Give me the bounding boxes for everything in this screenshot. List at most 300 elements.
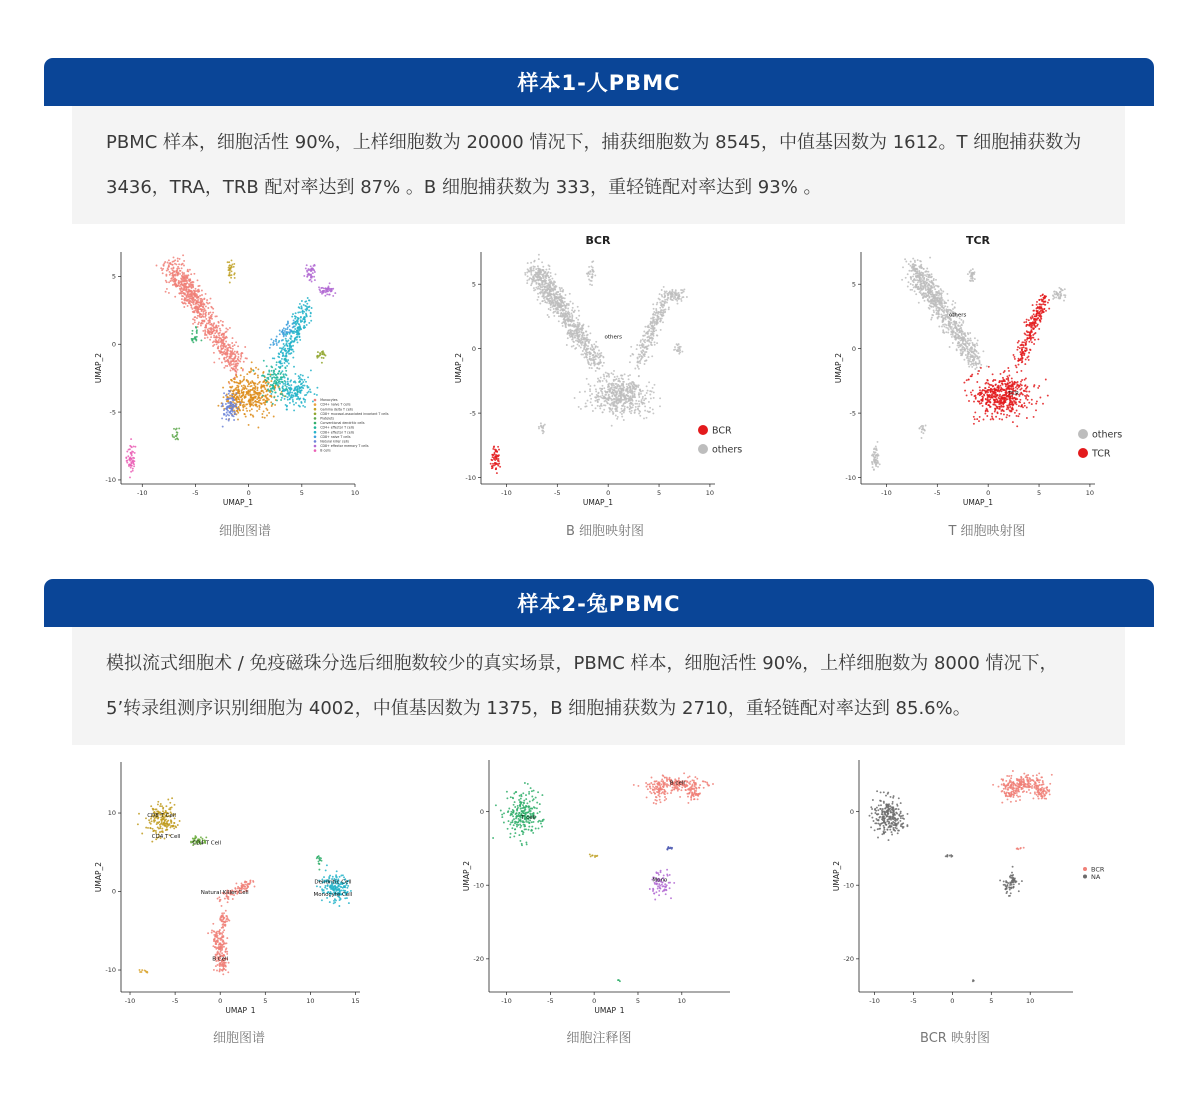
point xyxy=(223,367,225,369)
point xyxy=(256,389,258,391)
point xyxy=(308,299,310,301)
point xyxy=(942,291,944,293)
point xyxy=(675,289,677,291)
point xyxy=(268,390,270,392)
point xyxy=(244,346,246,348)
point xyxy=(546,296,548,298)
point xyxy=(526,280,528,282)
point xyxy=(931,301,933,303)
point xyxy=(227,405,229,407)
point xyxy=(213,352,215,354)
point xyxy=(285,370,287,372)
point xyxy=(942,319,944,321)
x-tick-label: -10 xyxy=(136,489,148,497)
point xyxy=(629,386,631,388)
point xyxy=(182,254,184,256)
point xyxy=(970,269,972,271)
point xyxy=(581,328,583,330)
point xyxy=(967,360,969,362)
point xyxy=(562,315,564,317)
point xyxy=(533,277,535,279)
point xyxy=(967,273,969,275)
point xyxy=(228,269,230,271)
point xyxy=(650,327,652,329)
point xyxy=(638,384,640,386)
point xyxy=(940,295,942,297)
point xyxy=(332,295,334,297)
point xyxy=(957,342,959,344)
point xyxy=(629,405,631,407)
point xyxy=(634,391,636,393)
point xyxy=(271,370,273,372)
point xyxy=(283,349,285,351)
point xyxy=(630,383,632,385)
point xyxy=(491,465,493,467)
x-tick-label: 10 xyxy=(350,489,360,497)
point xyxy=(553,315,555,317)
point xyxy=(246,388,248,390)
point xyxy=(543,283,545,285)
point xyxy=(918,288,920,290)
point xyxy=(650,335,652,337)
point xyxy=(624,373,626,375)
point xyxy=(542,270,544,272)
point xyxy=(928,293,930,295)
point xyxy=(225,352,227,354)
point xyxy=(565,326,567,328)
point xyxy=(640,391,642,393)
point xyxy=(270,384,272,386)
point xyxy=(197,296,199,298)
point xyxy=(618,385,620,387)
point xyxy=(564,317,566,319)
point xyxy=(926,286,928,288)
point xyxy=(589,367,591,369)
point xyxy=(969,342,971,344)
point xyxy=(631,399,633,401)
point xyxy=(294,392,296,394)
point xyxy=(587,345,589,347)
point xyxy=(297,317,299,319)
point xyxy=(593,271,595,273)
point xyxy=(597,401,599,403)
point xyxy=(585,354,587,356)
point xyxy=(130,452,132,454)
point xyxy=(300,308,302,310)
point xyxy=(566,344,568,346)
point xyxy=(603,374,605,376)
point xyxy=(667,297,669,299)
point xyxy=(311,277,313,279)
point xyxy=(316,387,318,389)
point xyxy=(202,330,204,332)
point xyxy=(930,281,932,283)
point xyxy=(611,387,613,389)
point xyxy=(308,386,310,388)
point xyxy=(243,376,245,378)
point xyxy=(219,328,221,330)
point xyxy=(172,273,174,275)
point xyxy=(673,291,675,293)
point xyxy=(233,419,235,421)
point xyxy=(622,383,624,385)
point xyxy=(233,263,235,265)
point xyxy=(256,398,258,400)
point xyxy=(581,339,583,341)
point xyxy=(326,289,328,291)
point xyxy=(929,288,931,290)
point xyxy=(257,374,259,376)
point xyxy=(954,302,956,304)
point xyxy=(644,326,646,328)
point xyxy=(608,407,610,409)
point xyxy=(204,320,206,322)
point xyxy=(942,331,944,333)
point xyxy=(279,381,281,383)
point xyxy=(601,391,603,393)
point xyxy=(643,340,645,342)
point xyxy=(671,299,673,301)
point xyxy=(977,363,979,365)
point xyxy=(175,280,177,282)
point xyxy=(933,304,935,306)
point xyxy=(192,318,194,320)
point xyxy=(296,330,298,332)
point xyxy=(255,385,257,387)
point xyxy=(583,345,585,347)
point xyxy=(173,271,175,273)
point xyxy=(235,341,237,343)
point xyxy=(275,392,277,394)
point xyxy=(616,410,618,412)
point xyxy=(230,402,232,404)
point xyxy=(930,276,932,278)
point xyxy=(246,373,248,375)
point xyxy=(292,401,294,403)
point xyxy=(249,405,251,407)
point xyxy=(259,392,261,394)
point xyxy=(498,449,500,451)
x-tick-label: 5 xyxy=(299,489,304,497)
point xyxy=(650,341,652,343)
point xyxy=(204,337,206,339)
point xyxy=(287,396,289,398)
point xyxy=(181,298,183,300)
point xyxy=(676,343,678,345)
point xyxy=(273,387,275,389)
point xyxy=(296,339,298,341)
point xyxy=(602,397,604,399)
point xyxy=(201,320,203,322)
point xyxy=(944,305,946,307)
chart-s1-tcr xyxy=(825,228,1155,508)
point xyxy=(648,401,650,403)
point xyxy=(927,295,929,297)
point xyxy=(677,303,679,305)
point xyxy=(599,359,601,361)
point xyxy=(165,291,167,293)
point xyxy=(553,308,555,310)
point xyxy=(920,288,922,290)
point xyxy=(162,264,164,266)
point xyxy=(298,399,300,401)
point xyxy=(229,386,231,388)
point xyxy=(600,355,602,357)
point xyxy=(586,348,588,350)
point xyxy=(295,389,297,391)
point xyxy=(640,355,642,357)
point xyxy=(177,274,179,276)
point xyxy=(615,396,617,398)
point xyxy=(678,350,680,352)
point xyxy=(318,286,320,288)
point xyxy=(931,317,933,319)
point xyxy=(246,403,248,405)
point xyxy=(179,285,181,287)
point xyxy=(295,324,297,326)
chart-title: BCR xyxy=(585,234,611,247)
point xyxy=(243,413,245,415)
point xyxy=(210,306,212,308)
point xyxy=(212,341,214,343)
point xyxy=(910,289,912,291)
point xyxy=(311,267,313,269)
point xyxy=(564,301,566,303)
point xyxy=(969,337,971,339)
point xyxy=(622,399,624,401)
point xyxy=(283,327,285,329)
point xyxy=(323,352,325,354)
point xyxy=(558,303,560,305)
point xyxy=(227,414,229,416)
point xyxy=(902,266,904,268)
point xyxy=(681,296,683,298)
point xyxy=(571,319,573,321)
point xyxy=(248,424,250,426)
point xyxy=(662,321,664,323)
point xyxy=(949,324,951,326)
point xyxy=(636,364,638,366)
point xyxy=(578,345,580,347)
point xyxy=(639,415,641,417)
point xyxy=(963,336,965,338)
point xyxy=(612,389,614,391)
point xyxy=(282,329,284,331)
point xyxy=(947,306,949,308)
point xyxy=(905,277,907,279)
point xyxy=(257,368,259,370)
point xyxy=(877,441,879,443)
point xyxy=(591,276,593,278)
point xyxy=(266,415,268,417)
point xyxy=(314,271,316,273)
point xyxy=(930,294,932,296)
point xyxy=(286,365,288,367)
point xyxy=(639,362,641,364)
point xyxy=(951,322,953,324)
point xyxy=(617,402,619,404)
point xyxy=(532,281,534,283)
point xyxy=(589,332,591,334)
point xyxy=(208,313,210,315)
point xyxy=(579,334,581,336)
point xyxy=(206,334,208,336)
point xyxy=(209,302,211,304)
point xyxy=(253,370,255,372)
point xyxy=(230,363,232,365)
point xyxy=(544,272,546,274)
point xyxy=(951,304,953,306)
point xyxy=(276,336,278,338)
point xyxy=(496,472,498,474)
point xyxy=(620,375,622,377)
point xyxy=(218,358,220,360)
legend-label: Gamma delta T cells xyxy=(320,407,354,412)
point xyxy=(210,336,212,338)
point xyxy=(582,350,584,352)
point xyxy=(281,393,283,395)
point xyxy=(233,367,235,369)
point xyxy=(628,378,630,380)
point xyxy=(947,332,949,334)
point xyxy=(212,312,214,314)
point xyxy=(530,270,532,272)
point xyxy=(549,293,551,295)
point xyxy=(603,362,605,364)
point xyxy=(942,329,944,331)
point xyxy=(131,465,133,467)
point xyxy=(976,351,978,353)
point xyxy=(592,274,594,276)
point xyxy=(206,323,208,325)
point xyxy=(239,410,241,412)
point xyxy=(583,334,585,336)
cluster-annotation: others xyxy=(604,334,623,341)
point xyxy=(313,276,315,278)
point xyxy=(583,332,585,334)
point xyxy=(185,289,187,291)
point xyxy=(972,268,974,270)
point xyxy=(192,330,194,332)
point xyxy=(645,359,647,361)
point xyxy=(572,330,574,332)
point xyxy=(294,338,296,340)
point xyxy=(304,379,306,381)
point xyxy=(545,277,547,279)
point xyxy=(226,355,228,357)
point xyxy=(662,310,664,312)
point xyxy=(549,298,551,300)
point xyxy=(252,402,254,404)
point xyxy=(589,385,591,387)
point xyxy=(609,391,611,393)
point xyxy=(963,359,965,361)
point xyxy=(553,287,555,289)
point xyxy=(643,417,645,419)
point xyxy=(572,336,574,338)
point xyxy=(908,263,910,265)
point xyxy=(597,399,599,401)
point xyxy=(967,348,969,350)
point xyxy=(605,392,607,394)
point xyxy=(974,356,976,358)
point xyxy=(656,302,658,304)
point xyxy=(541,296,543,298)
point xyxy=(228,398,230,400)
point xyxy=(929,305,931,307)
point xyxy=(229,327,231,329)
point xyxy=(660,329,662,331)
point xyxy=(240,374,242,376)
point xyxy=(544,279,546,281)
point xyxy=(923,282,925,284)
point xyxy=(950,319,952,321)
point xyxy=(259,402,261,404)
point xyxy=(560,306,562,308)
point xyxy=(644,363,646,365)
point xyxy=(917,281,919,283)
point xyxy=(641,399,643,401)
point xyxy=(186,292,188,294)
point xyxy=(956,349,958,351)
point xyxy=(290,387,292,389)
point xyxy=(608,399,610,401)
point xyxy=(946,293,948,295)
point xyxy=(578,315,580,317)
point xyxy=(530,274,532,276)
point xyxy=(304,318,306,320)
point xyxy=(568,330,570,332)
point xyxy=(538,275,540,277)
point xyxy=(611,392,613,394)
point xyxy=(285,355,287,357)
point xyxy=(932,314,934,316)
point xyxy=(126,451,128,453)
point xyxy=(550,306,552,308)
point xyxy=(937,312,939,314)
point xyxy=(249,404,251,406)
point xyxy=(235,398,237,400)
point xyxy=(947,299,949,301)
point xyxy=(282,383,284,385)
point xyxy=(234,351,236,353)
chart-title: TCR xyxy=(965,234,991,247)
point xyxy=(217,347,219,349)
point xyxy=(541,277,543,279)
point xyxy=(594,274,596,276)
point xyxy=(269,395,271,397)
point xyxy=(533,287,535,289)
point xyxy=(542,276,544,278)
y-tick-label: 0 xyxy=(111,340,116,349)
point xyxy=(591,358,593,360)
point xyxy=(974,345,976,347)
point xyxy=(211,332,213,334)
point xyxy=(544,424,546,426)
point xyxy=(923,268,925,270)
point xyxy=(970,340,972,342)
point xyxy=(929,257,931,259)
point xyxy=(917,286,919,288)
legend-label: CD8+ effector memory T cells xyxy=(320,444,369,449)
point xyxy=(295,402,297,404)
x-tick-label: 0 xyxy=(246,489,251,497)
point xyxy=(192,301,194,303)
legend-swatch xyxy=(314,445,317,448)
point xyxy=(232,345,234,347)
point xyxy=(563,321,565,323)
point xyxy=(236,395,238,397)
